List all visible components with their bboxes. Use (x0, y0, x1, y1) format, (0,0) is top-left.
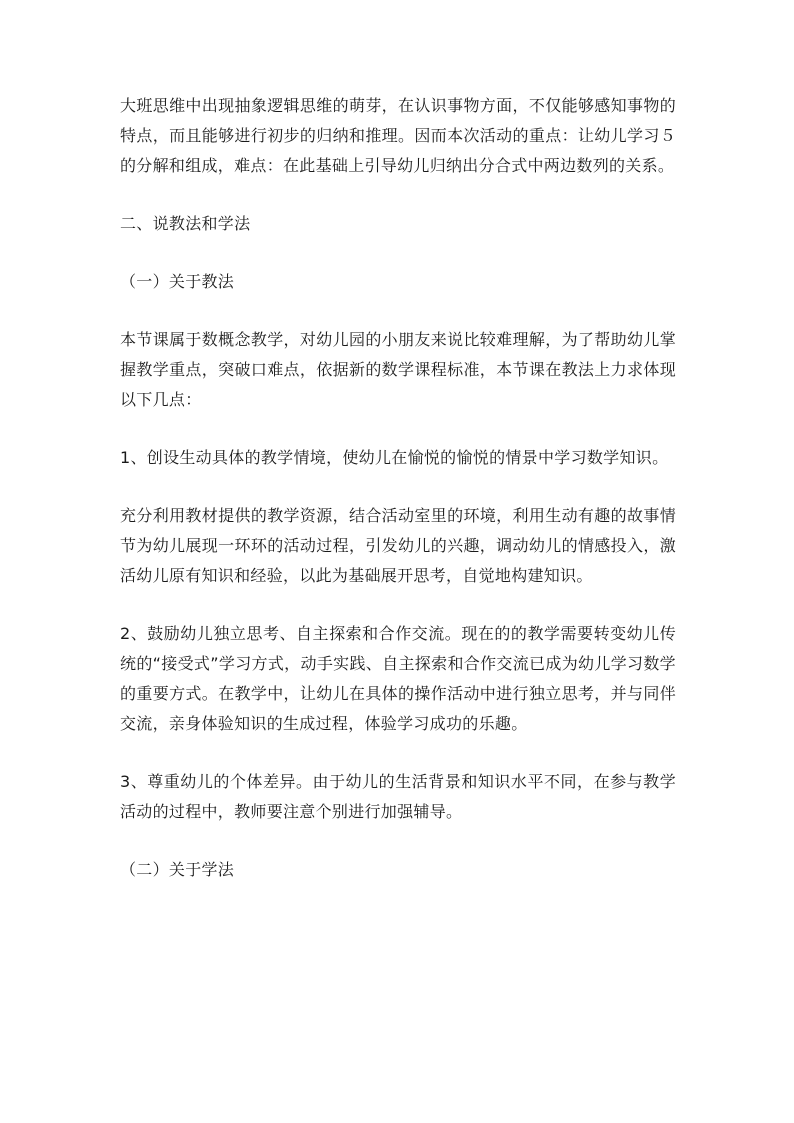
paragraph-item-1-detail: 充分利用教材提供的教学资源，结合活动室里的环境，利用生动有趣的故事情节为幼儿展现一环环的活动过程，引发幼儿的兴趣，调动幼儿的情感投入，激活幼儿原有知识和经验，以此为基础展开思考，自觉地构建知识。 (120, 506, 676, 585)
list-item-3: 3、尊重幼儿的个体差异。由于幼儿的生活背景和知识水平不同，在参与教学活动的过程中，教师要注意个别进行加强辅导。 (120, 772, 676, 821)
subsection-heading-learning: （二）关于学法 (120, 860, 235, 879)
list-item-1-heading: 1、创设生动具体的教学情境，使幼儿在愉悦的愉悦的情景中学习数学知识。 (120, 448, 669, 467)
paragraph-teaching-overview: 本节课属于数概念教学，对幼儿园的小朋友来说比较难理解，为了帮助幼儿掌握教学重点，突破口难点，依据新的数学课程标准，本节课在教法上力求体现以下几点： (120, 330, 676, 409)
list-item-2: 2、鼓励幼儿独立思考、自主探索和合作交流。现在的的教学需要转变幼儿传统的“接受式”学习方式，动手实践、自主探索和合作交流已成为幼儿学习数学的重要方式。在教学中，让幼儿在具体的操作活动中进行独立思考，并与同伴交流，亲身体验知识的生成过程，体验学习成功的乐趣。 (120, 624, 676, 733)
document-body (120, 91, 676, 885)
section-heading-teaching-methods: 二、说教法和学法 (120, 214, 251, 233)
paragraph-intro-analysis: 大班思维中出现抽象逻辑思维的萌芽，在认识事物方面，不仅能够感知事物的特点，而且能够进行初步的归纳和推理。因而本次活动的重点：让幼儿学习５的分解和组成，难点：在此基础上引导幼儿归纳出分合式中两边数列的关系。 (120, 96, 676, 175)
subsection-heading-teaching: （一）关于教法 (120, 272, 235, 291)
